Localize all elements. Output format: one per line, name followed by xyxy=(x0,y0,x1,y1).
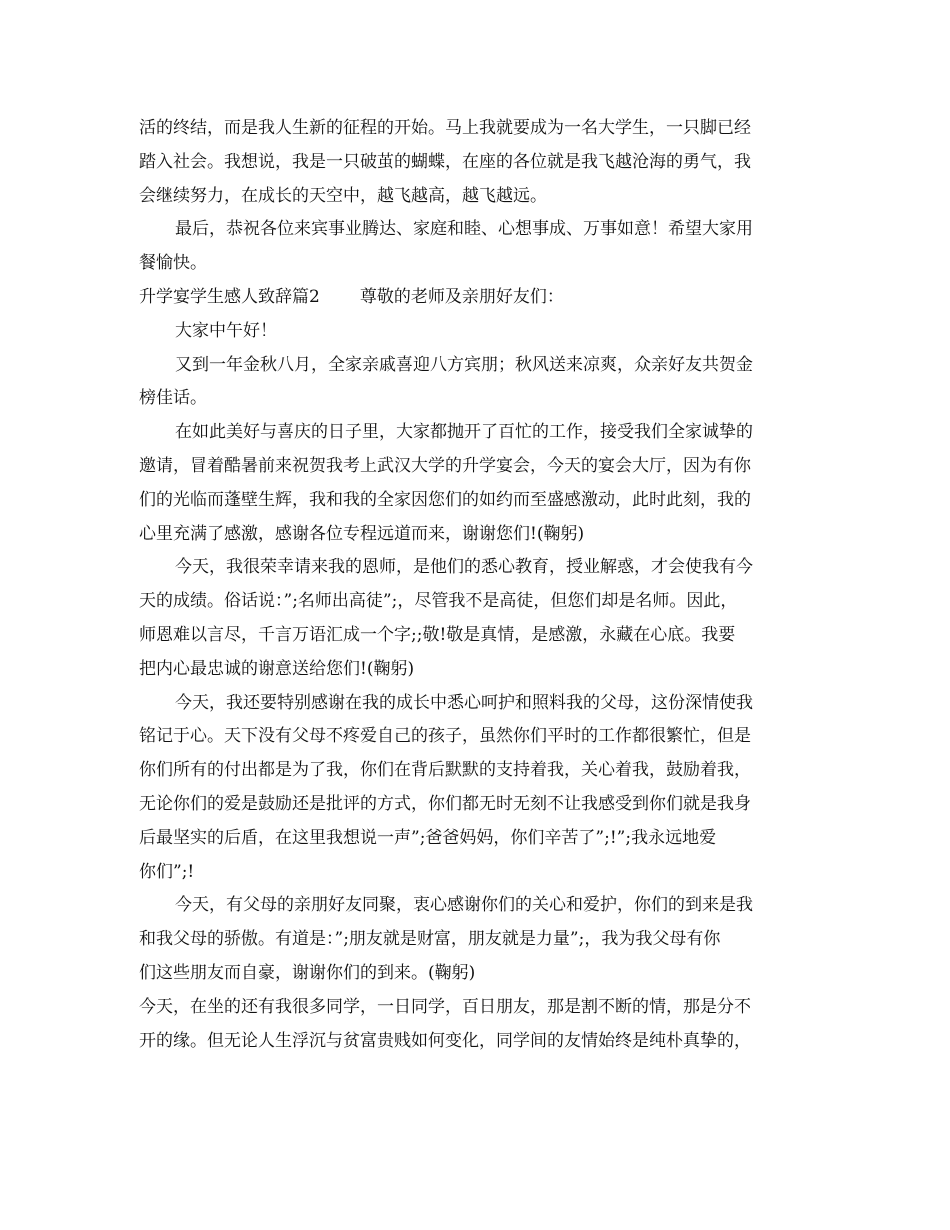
section-title: 升学宴学生感人致辞篇2 xyxy=(139,286,320,307)
text-line: 你们所有的付出都是为了我，你们在背后默默的支持着我，关心着我，鼓励着我， xyxy=(139,760,751,781)
greeting-line: 大家中午好！ xyxy=(175,320,277,341)
paragraph-start-line: 今天，我很荣幸请来我的恩师，是他们的悉心教育，授业解惑，才会使我有今 xyxy=(175,557,753,578)
text-line: 们的光临而蓬壁生辉，我和我的全家因您们的如约而至盛感激动，此时此刻，我的 xyxy=(139,489,751,510)
text-line: 后最坚实的后盾，在这里我想说一声”;爸爸妈妈，你们辛苦了”;!”;我永远地爱 xyxy=(139,827,717,848)
text-line: 心里充满了感激，感谢各位专程远道而来，谢谢您们!(鞠躬) xyxy=(139,523,585,544)
text-line: 们这些朋友而自豪，谢谢你们的到来。(鞠躬) xyxy=(139,962,476,983)
text-line: 无论你们的爱是鼓励还是批评的方式，你们都无时无刻不让我感受到你们就是我身 xyxy=(139,793,751,814)
text-line: 邀请，冒着酷暑前来祝贺我考上武汉大学的升学宴会，今天的宴会大厅，因为有你 xyxy=(139,455,751,476)
paragraph-start-line: 又到一年金秋八月，全家亲戚喜迎八方宾朋；秋风送来凉爽，众亲好友共贺金 xyxy=(175,354,753,375)
text-line: 开的缘。但无论人生浮沉与贫富贵贱如何变化，同学间的友情始终是纯朴真挚的， xyxy=(139,1030,751,1051)
text-line: 踏入社会。我想说，我是一只破茧的蝴蝶，在座的各位就是我飞越沧海的勇气，我 xyxy=(139,151,751,172)
text-line: 会继续努力，在成长的天空中，越飞越高，越飞越远。 xyxy=(139,185,547,206)
text-line: 师恩难以言尽，千言万语汇成一个字;;敬!敬是真情，是感激，永藏在心底。我要 xyxy=(139,624,736,645)
text-line: 活的终结，而是我人生新的征程的开始。马上我就要成为一名大学生，一只脚已经 xyxy=(139,118,751,138)
paragraph-start-line: 最后，恭祝各位来宾事业腾达、家庭和睦、心想事成、万事如意！希望大家用 xyxy=(175,219,753,240)
text-line: 天的成绩。俗话说：”;名师出高徒”;，尽管我不是高徒，但您们却是名师。因此， xyxy=(139,591,738,612)
section-heading-line xyxy=(139,281,819,315)
paragraph-start-line: 今天，我还要特别感谢在我的成长中悉心呵护和照料我的父母，这份深情使我 xyxy=(175,692,753,713)
text-line: 铭记于心。天下没有父母不疼爱自己的孩子，虽然你们平时的工作都很繁忙，但是 xyxy=(139,726,751,747)
text-line: 你们”;! xyxy=(139,861,195,882)
document-body xyxy=(139,112,819,1058)
salutation: 尊敬的老师及亲朋好友们： xyxy=(359,286,564,307)
paragraph-start-line: 今天，有父母的亲朋好友同聚，衷心感谢你们的关心和爱护，你们的到来是我 xyxy=(175,895,753,916)
paragraph-start-line: 在如此美好与喜庆的日子里，大家都抛开了百忙的工作，接受我们全家诚挚的 xyxy=(175,422,753,443)
text-line: 餐愉快。 xyxy=(139,253,207,274)
paragraph-start-line: 今天，在坐的还有我很多同学，一日同学，百日朋友，那是割不断的情，那是分不 xyxy=(139,996,751,1017)
text-line: 榜佳话。 xyxy=(139,388,207,409)
text-line: 和我父母的骄傲。有道是：”;朋友就是财富，朋友就是力量”;，我为我父母有你 xyxy=(139,929,721,950)
text-line: 把内心最忠诚的谢意送给您们!(鞠躬) xyxy=(139,658,415,679)
